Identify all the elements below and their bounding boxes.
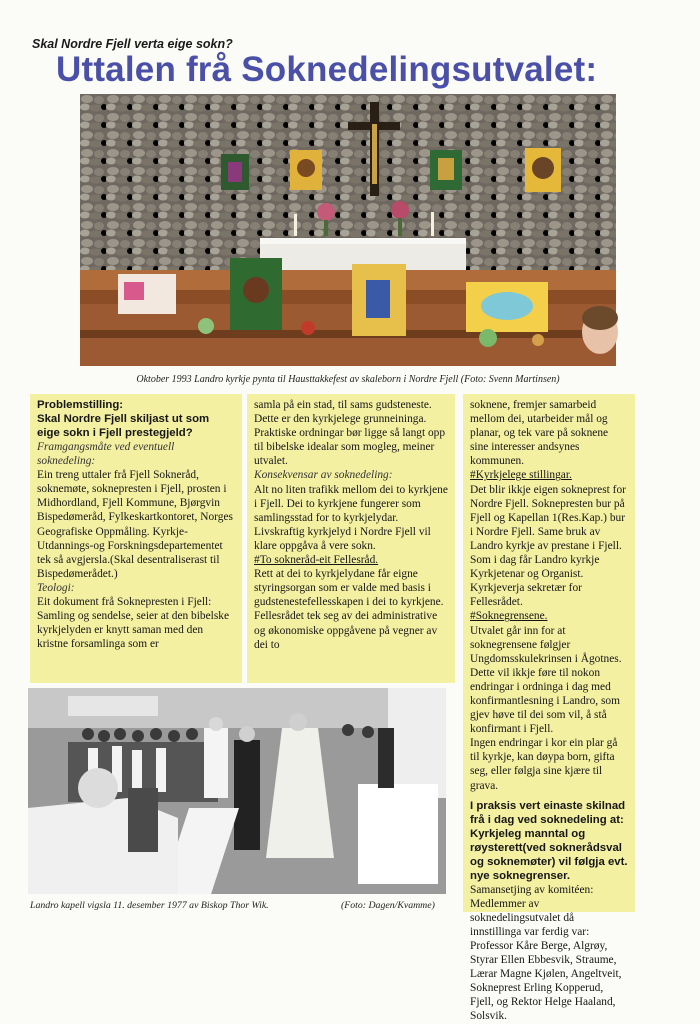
column-3 xyxy=(463,394,635,1023)
kicker: Skal Nordre Fjell verta eige sokn? xyxy=(32,37,233,51)
theology-text-continued: samla på ein stad, til sams gudsteneste. Dette er den kyrkjelege grunneininga. Praktiske ordningar bør ligge så langt opp til bibelske idealar som mogleg, meiner utvalet. xyxy=(254,399,446,468)
consecration-photo-credit: (Foto: Dagen/Kvamme) xyxy=(341,900,435,911)
positions-heading: #Kyrkjelege stillingar. xyxy=(470,469,572,482)
joint-council-text: Fellesrådet tek seg av dei administrative og økonomiske oppgåvene på vegner av dei to xyxy=(254,610,438,651)
altar-photo-caption: Oktober 1993 Landro kyrkje pynta til Hausttakkefest av skaleborn i Nordre Fjell (Foto: Svenn Martinsen) xyxy=(136,374,560,385)
altar-photo xyxy=(80,94,616,366)
column-1 xyxy=(30,394,242,683)
consequences-text: Alt no liten trafikk mellom dei to kyrkjene i Fjell. Dei to kyrkjene fungerer som samlingsstad for to kyrkjelydar. Livskraftig kyrkjelyd i Nordre Fjell vil klare oppgåva å vere sokn. xyxy=(254,483,448,552)
problem-heading: Problemstilling: xyxy=(37,399,124,411)
boundaries-text: Utvalet går inn for at soknegrensene følgjer Ungdomsskulekrinsen i Ågotnes. Dette vil ikkje føre til nokon endringar i ordninga i dag med konfirmantlesning i Landro, som gjev høve til dei som vil, å stå konfirmant i Fjell. xyxy=(470,624,622,736)
procedure-text: Ein treng uttaler frå Fjell Sokneråd, soknemøte, soknepresten i Fjell, prosten i Midhordland, Fjell Kommune, Bjørgvin Bispedømeråd, Fylkeskartkontoret, Norges Geografiske Oppmåling. Kyrkje-Utdannings-og Forskningsdepartementet tek så avgjersla.(Skal desentraliserast til Bispedømerådet.) xyxy=(37,469,233,580)
consecration-photo xyxy=(28,688,446,894)
councils-text: Rett at dei to kyrkjelydane får eigne styringsorgan som er valde med basis i gudstenestefellesskapen i dei to kyrkjene. xyxy=(254,568,444,609)
consecration-photo-caption: Landro kapell vigsla 11. desember 1977 av Biskop Thor Wik. xyxy=(30,900,269,911)
problem-question: Skal Nordre Fjell skiljast ut som eige sokn i Fjell prestegjeld? xyxy=(37,413,210,439)
consequences-subheading: Konsekvensar av soknedeling: xyxy=(254,469,393,482)
practice-conclusion: I praksis vert einaste skilnad frå i dag ved soknedeling at: Kyrkjeleg manntal og røysterett(ved soknerådsval og soknemøter) vil følgja evt. nye soknegrenser. xyxy=(470,799,628,882)
committee-text: Samansetjing av komitéen: Medlemmer av soknedelingsutvalet då innstillinga var ferdig var: Professor Kåre Berge, Algrøy, Styrar Ellen Ebbesvik, Straume, Lærar Magne Kjølen, Angeltveit, Sokneprest Erling Kopperud, Fjell, og Rektor Helge Haaland, Solsvik. xyxy=(470,883,622,1023)
theology-text: Eit dokument frå Soknepresten i Fjell: Samling og sendelse, seier at den bibelske kyrkjelyden er knytt saman med den kristne forsamlinga som er xyxy=(37,596,230,651)
column-2 xyxy=(247,394,455,683)
headline: Uttalen frå Soknedelingsutvalet: xyxy=(56,50,598,89)
positions-text: Det blir ikkje eigen sokneprest for Nordre Fjell. Soknepresten bur på Fjell og Kapellan 1(Res.Kap.) bur i Nordre Fjell. Same bruk av Landro kyrkje av prestane i Fjell. Som i dag får Landro kyrkje Kyrkjetenar og Organist. Kyrkjeverja sekretær for Fellesrådet. xyxy=(470,483,626,609)
procedure-subheading: Framgangsmåte ved eventuell soknedeling: xyxy=(37,441,175,468)
boundaries-heading: #Soknegrensene. xyxy=(470,610,548,623)
joint-council-text-continued: soknene, fremjer samarbeid mellom dei, utarbeider mål og planar, og tek vare på soknene sine interesser andsynes kommunen. xyxy=(470,399,609,468)
theology-subheading: Teologi: xyxy=(37,581,75,594)
councils-heading: #To sokneråd-eit Fellesråd. xyxy=(254,554,379,567)
no-changes-text: Ingen endringar i kor ein plar gå til kyrkje, kan døypa born, gifta seg, eller følgja sine kjære til grava. xyxy=(470,737,618,792)
